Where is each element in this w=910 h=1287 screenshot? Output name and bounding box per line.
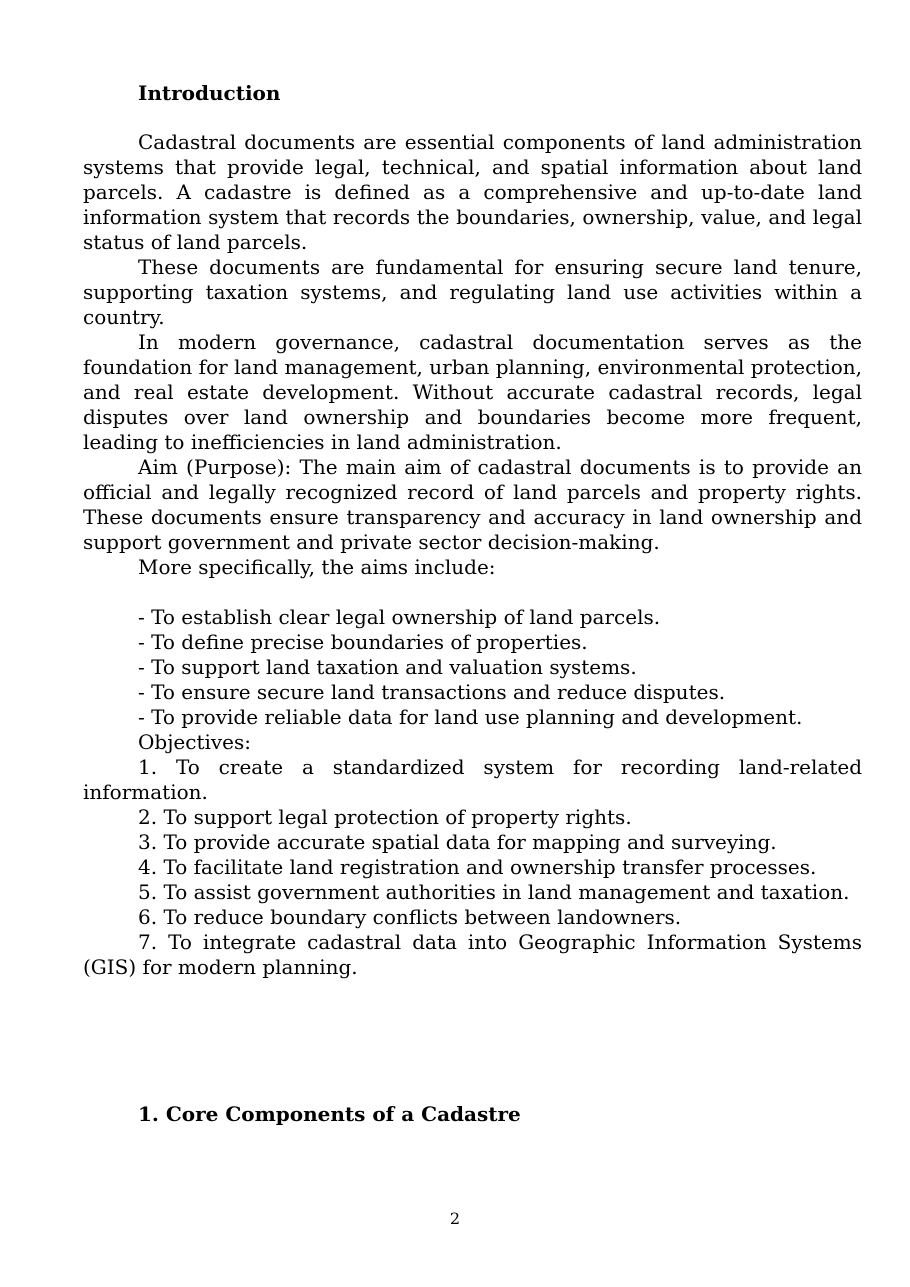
body-text bbox=[83, 130, 862, 980]
objective-item: 3. To provide accurate spatial data for mapping and surveying. bbox=[138, 830, 777, 854]
objective-item: 5. To assist government authorities in land management and taxation. bbox=[138, 880, 850, 904]
aim-item: - To ensure secure land transactions and reduce disputes. bbox=[138, 680, 726, 704]
aim-item: - To define precise boundaries of properties. bbox=[138, 630, 588, 654]
paragraph: More specifically, the aims include: bbox=[138, 555, 496, 579]
objective-item: 2. To support legal protection of property rights. bbox=[138, 805, 632, 829]
introduction-heading: Introduction bbox=[138, 81, 281, 105]
aim-item: - To establish clear legal ownership of land parcels. bbox=[138, 605, 661, 629]
objective-item: 1. To create a standardized system for recording land-related information. bbox=[83, 755, 862, 804]
spacer bbox=[83, 580, 862, 605]
paragraph: Cadastral documents are essential components of land administration systems that provide legal, technical, and spatial information about land parcels. A cadastre is defined as a comprehensive and up-to-date land information system that records the boundaries, ownership, value, and legal status of land parcels. bbox=[83, 130, 862, 254]
objectives-label: Objectives: bbox=[138, 730, 252, 754]
section-heading: 1. Core Components of a Cadastre bbox=[138, 1102, 521, 1126]
objective-item: 6. To reduce boundary conflicts between landowners. bbox=[138, 905, 682, 929]
page-number: 2 bbox=[449, 1209, 461, 1228]
aim-item: - To support land taxation and valuation systems. bbox=[138, 655, 637, 679]
paragraph: In modern governance, cadastral documentation serves as the foundation for land management, urban planning, environmental protection, and real estate development. Without accurate cadastral records, legal disputes over land ownership and boundaries become more frequent, leading to inefficiencies in land administration. bbox=[83, 330, 862, 454]
paragraph: These documents are fundamental for ensuring secure land tenure, supporting taxation systems, and regulating land use activities within a country. bbox=[83, 255, 862, 329]
paragraph: Aim (Purpose): The main aim of cadastral documents is to provide an official and legally recognized record of land parcels and property rights. These documents ensure transparency and accuracy in land ownership and support government and private sector decision-making. bbox=[83, 455, 862, 554]
aim-item: - To provide reliable data for land use planning and development. bbox=[138, 705, 803, 729]
objective-item: 4. To facilitate land registration and ownership transfer processes. bbox=[138, 855, 817, 879]
objective-item: 7. To integrate cadastral data into Geographic Information Systems (GIS) for modern planning. bbox=[83, 930, 862, 979]
